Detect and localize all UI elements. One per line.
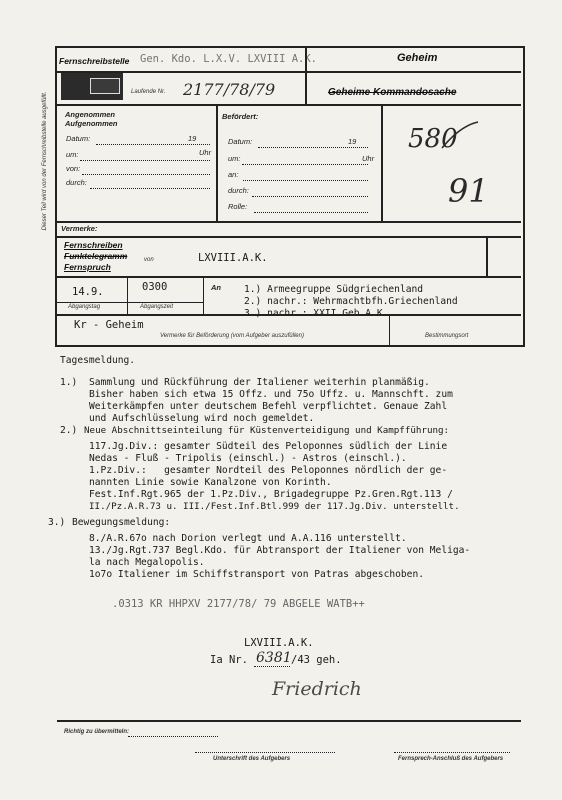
item-2-line-6: Fest.Inf.Rgt.965 der 1.Pz.Div., Brigadegruppe Pz.Gren.Rgt.113 ∕ bbox=[89, 489, 453, 500]
footer-unit: LXVIII.A.K. bbox=[244, 637, 314, 649]
body-title: Tagesmeldung. bbox=[60, 355, 136, 366]
item-3-line-3: 13./Jg.Rgt.737 Begl.Kdo. für Abtransport der Italiener von Meliga- bbox=[89, 545, 471, 556]
transport-note-label: Vermerke für Beförderung (vom Aufgeber auszufüllen) bbox=[160, 333, 304, 339]
telex-right-divider bbox=[486, 236, 488, 276]
handwritten-number-top: 580 bbox=[408, 124, 458, 154]
item-2-line-3: Nedas - Fluß - Tripolis (einschl.) - Astros (einschl.). bbox=[89, 453, 407, 464]
item-3-line-2: 8./A.R.67o nach Dorion verlegt und A.A.116 unterstellt. bbox=[89, 533, 407, 544]
phone-label: Fernsprech-Anschluß des Aufgebers bbox=[398, 756, 504, 762]
received-heading: Angenommen bbox=[65, 110, 116, 119]
sent-to-line bbox=[243, 180, 368, 181]
item-2-line-4: 1.Pz.Div.: gesamter Nordteil des Peloponnes nördlich der ge- bbox=[89, 465, 448, 476]
sent-year: 19 bbox=[348, 137, 357, 146]
sent-roll-line bbox=[254, 212, 368, 213]
received-from-line bbox=[82, 174, 210, 175]
signature: Friedrich bbox=[272, 678, 362, 700]
item-2-line-7: II./Pz.A.R.73 u. III./Fest.Inf.Btl.999 der 117.Jg.Div. unterstellt. bbox=[89, 501, 460, 512]
phone-line bbox=[394, 752, 510, 753]
stamp-white-box bbox=[90, 78, 120, 94]
sent-to-label: an: bbox=[228, 170, 239, 179]
sent-time-line bbox=[242, 164, 368, 165]
received-date-label: Datum: bbox=[66, 134, 91, 143]
item-2-number: 2.) bbox=[60, 425, 78, 436]
date-time-divider bbox=[127, 276, 128, 314]
dispatch-time: 0300 bbox=[142, 281, 168, 293]
received-uhr: Uhr bbox=[199, 148, 212, 157]
recipient-3: 3.) nachr.: XXII.Geb.A.K. bbox=[244, 308, 389, 319]
office-label: Fernschreibstelle bbox=[59, 56, 130, 66]
secret-struck-label: Geheime Kommandosache bbox=[328, 87, 457, 98]
ordinal-label: Laufende Nr. bbox=[131, 89, 166, 95]
time-label: Abgangszeit bbox=[140, 304, 174, 310]
dispatch-date: 14.9. bbox=[72, 286, 104, 298]
secret-label: Geheim bbox=[397, 52, 438, 64]
ia-prefix: Ia Nr. bbox=[210, 654, 248, 666]
ia-number-line bbox=[254, 666, 290, 667]
dispatch-bottom-line bbox=[57, 314, 521, 316]
item-1-line-4: und Aufschlüsselung wird noch gemeldet. bbox=[89, 413, 315, 424]
sent-uhr: Uhr bbox=[362, 154, 375, 163]
check-label: Richtig zu übermitteln: bbox=[64, 729, 129, 735]
side-note: Dieser Teil wird von der Fernschreibstelle ausgefüllt. bbox=[42, 91, 48, 231]
item-3-line-4: la nach Megalopolis. bbox=[89, 557, 205, 568]
item-2-line-5: nannten Linie sowie Kanalzone von Korinth. bbox=[89, 477, 332, 488]
sent-roll-label: Rolle: bbox=[228, 202, 248, 211]
recipient-2: 2.) nachr.: Wehrmachtbfh.Griechenland bbox=[244, 296, 458, 307]
an-label: An bbox=[211, 283, 221, 292]
office-stamp: Gen. Kdo. L.X.V. LXVIII A.K. bbox=[140, 53, 318, 65]
received-time-line bbox=[80, 160, 210, 161]
type-radiogram: Funktelegramm bbox=[64, 251, 128, 261]
item-3-number: 3.) bbox=[48, 517, 66, 528]
ordinal-value: 2177/78/79 bbox=[183, 80, 276, 99]
sent-date-label: Datum: bbox=[228, 137, 253, 146]
sent-time-label: um: bbox=[228, 154, 241, 163]
check-line bbox=[128, 736, 218, 737]
header-bottom-line bbox=[57, 104, 521, 106]
ia-suffix: /43 geh. bbox=[291, 654, 342, 666]
item-1-line-2: Bisher haben sich etwa 15 Offz. und 75o Uffz. u. Mannschft. zum bbox=[89, 389, 453, 400]
recipient-1: 1.) Armeegruppe Südgriechenland bbox=[244, 284, 424, 295]
item-2-line-1: Neue Abschnittseinteilung für Küstenverteidigung und Kampfführung: bbox=[84, 425, 450, 436]
remarks-top-line bbox=[57, 221, 521, 223]
item-1-number: 1.) bbox=[60, 377, 78, 388]
received-by-label: durch: bbox=[66, 178, 87, 187]
date-label: Abgangstag bbox=[68, 304, 101, 310]
received-heading-2: Aufgenommen bbox=[65, 119, 118, 128]
received-by-line bbox=[90, 188, 210, 189]
signature-label: Unterschrift des Aufgebers bbox=[213, 756, 291, 762]
header-divider bbox=[57, 71, 521, 73]
received-time-label: um: bbox=[66, 150, 79, 159]
destination-label: Bestimmungsort bbox=[425, 333, 469, 339]
type-telephone: Fernspruch bbox=[64, 262, 111, 272]
handwritten-tick bbox=[440, 118, 480, 158]
received-from-label: von: bbox=[66, 164, 81, 173]
from-label: von bbox=[144, 257, 154, 263]
sent-right-divider bbox=[381, 104, 383, 221]
sent-heading: Befördert: bbox=[222, 112, 259, 121]
sent-by-label: durch: bbox=[228, 186, 249, 195]
handwritten-number-bottom: 91 bbox=[448, 172, 489, 210]
received-year: 19 bbox=[188, 134, 197, 143]
sent-by-line bbox=[252, 196, 368, 197]
item-1-line-1: Sammlung und Rückführung der Italiener weiterhin planmäßig. bbox=[89, 377, 430, 388]
remarks-bottom-line bbox=[57, 236, 521, 238]
time-an-divider bbox=[203, 276, 204, 314]
item-2-line-2: 117.Jg.Div.: gesamter Südteil des Peloponnes südlich der Linie bbox=[89, 441, 448, 452]
received-date-line bbox=[96, 144, 210, 145]
header-split bbox=[305, 46, 307, 104]
ia-number: 6381 bbox=[256, 650, 292, 666]
sent-date-line bbox=[258, 147, 368, 148]
date-label-line bbox=[57, 302, 203, 303]
footer-top-line bbox=[57, 720, 521, 722]
transmission-line: .0313 KR HHPXV 2177/78/ 79 ABGELE WATB++ bbox=[112, 598, 365, 610]
classification: Kr - Geheim bbox=[74, 319, 144, 331]
item-3-line-1: Bewegungsmeldung: bbox=[72, 517, 171, 528]
remarks-label: Vermerke: bbox=[61, 224, 98, 233]
from-value: LXVIII.A.K. bbox=[198, 252, 268, 264]
dest-divider bbox=[389, 314, 390, 345]
signature-line bbox=[195, 752, 335, 753]
type-telex: Fernschreiben bbox=[64, 240, 123, 250]
received-sent-divider bbox=[216, 104, 218, 221]
item-1-line-3: Weiterkämpfen unter deutschem Befehl verpflichtet. Genaue Zahl bbox=[89, 401, 448, 412]
item-3-line-5: 1o7o Italiener im Schiffstransport von Patras abgeschoben. bbox=[89, 569, 425, 580]
